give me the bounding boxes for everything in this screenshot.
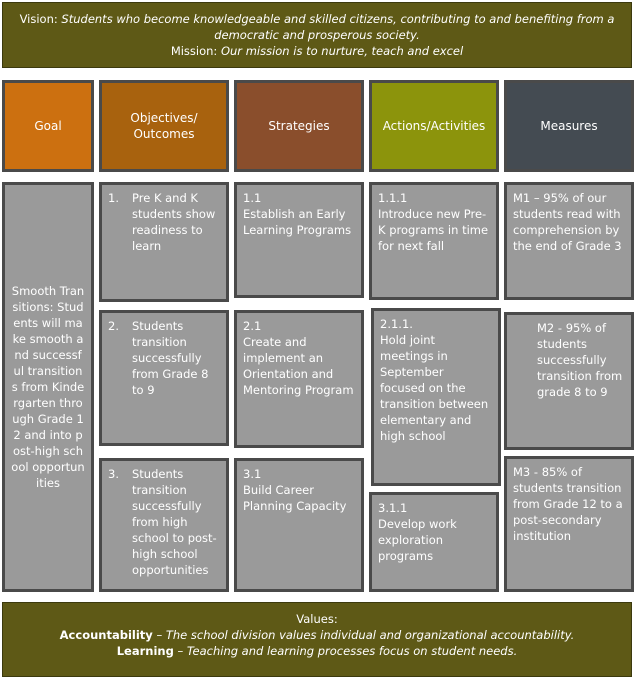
- header-goal-label: Goal: [34, 119, 62, 133]
- action-number: 1.1.1: [378, 191, 408, 205]
- mission-line: [3, 43, 631, 59]
- measure-text: M1 – 95% of our students read with comprehension by the end of Grade 3: [513, 191, 622, 253]
- header-goal: [2, 80, 94, 172]
- value-description: Teaching and learning processes focus on student needs.: [186, 644, 518, 658]
- strategy-2: [234, 310, 364, 448]
- objective-number: 2.: [108, 319, 119, 333]
- objective-number: 1.: [108, 191, 119, 205]
- objective-text: Pre K and K students show readiness to learn: [132, 191, 216, 253]
- measure-2: [504, 312, 634, 450]
- measure-text: M3 - 85% of students transition from Grade 12 to a post-secondary institution: [513, 465, 623, 543]
- header-objectives-line1: Objectives/: [130, 111, 198, 125]
- action-text: Develop work exploration programs: [378, 517, 457, 563]
- action-2: [371, 308, 501, 486]
- header-objectives: [99, 80, 229, 172]
- value-learning: [3, 643, 631, 659]
- strategy-1: [234, 182, 364, 298]
- measure-3: [504, 456, 634, 592]
- action-text: Hold joint meetings in September focused on the transition between elementary and high school: [380, 333, 489, 443]
- value-accountability: [3, 627, 631, 643]
- header-actions: [369, 80, 499, 172]
- vision-line: [3, 11, 631, 43]
- values-label: Values:: [296, 612, 338, 626]
- goal-cell: [2, 182, 94, 592]
- objective-1: [99, 182, 229, 302]
- mission-label: Mission:: [170, 44, 218, 58]
- objective-number: 3.: [108, 467, 119, 481]
- strategy-text: Build Career Planning Capacity: [243, 483, 347, 513]
- measure-text: M2 - 95% of students successfully transition from grade 8 to 9: [537, 321, 623, 399]
- header-measures: [504, 80, 634, 172]
- action-number: 2.1.1.: [380, 317, 413, 331]
- objective-3: [99, 458, 229, 592]
- strategy-3: [234, 458, 364, 592]
- strategy-text: Create and implement an Orientation and Mentoring Program: [243, 335, 354, 397]
- value-name: Learning: [116, 644, 174, 658]
- header-strategies-label: Strategies: [268, 119, 330, 133]
- header-measures-label: Measures: [540, 119, 598, 133]
- action-number: 3.1.1: [378, 501, 408, 515]
- value-name: Accountability: [59, 628, 153, 642]
- value-description: The school division values individual and organizational accountability.: [165, 628, 575, 642]
- vision-text: Students who become knowledgeable and skilled citizens, contributing to and benefiting from a democratic and prosperous society.: [61, 12, 615, 42]
- objective-2: [99, 310, 229, 446]
- header-strategies: [234, 80, 364, 172]
- measure-1: [504, 182, 634, 300]
- strategy-number: 2.1: [243, 319, 262, 333]
- strategy-number: 3.1: [243, 467, 262, 481]
- objective-text: Students transition successfully from Grade 8 to 9: [132, 319, 209, 397]
- vision-label: Vision:: [19, 12, 58, 26]
- value-dash: –: [177, 644, 184, 658]
- strategy-number: 1.1: [243, 191, 262, 205]
- vision-mission-banner: [2, 2, 632, 68]
- values-banner: [2, 602, 632, 677]
- strategy-text: Establish an Early Learning Programs: [243, 207, 352, 237]
- action-text: Introduce new Pre-K programs in time for next fall: [378, 207, 489, 253]
- action-3: [369, 492, 499, 592]
- header-actions-label: Actions/Activities: [382, 119, 486, 133]
- header-objectives-line2: Outcomes: [133, 127, 195, 141]
- mission-text: Our mission is to nurture, teach and excel: [220, 44, 464, 58]
- value-dash: –: [156, 628, 163, 642]
- objective-text: Students transition successfully from high school to post-high school opportunities: [132, 467, 217, 577]
- action-1: [369, 182, 499, 300]
- goal-text: Smooth Transitions: Students will make smooth and successful transitions from Kindergarten through Grade 12 and into post-high school opportunities: [11, 284, 85, 490]
